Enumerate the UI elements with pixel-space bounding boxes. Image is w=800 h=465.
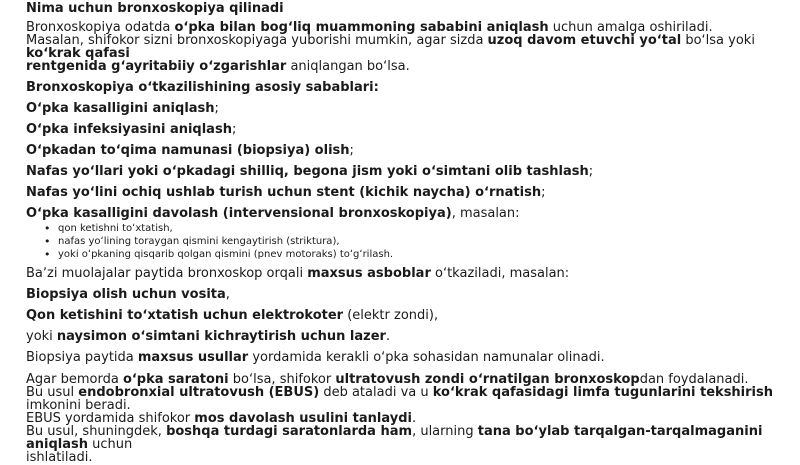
tools-intro xyxy=(26,267,792,280)
text: Agar bemorda xyxy=(26,372,123,387)
text: Bronxoskopiya odatda xyxy=(26,20,175,35)
emphasis: maxsus usullar xyxy=(137,350,249,365)
punct: . xyxy=(385,329,391,344)
emphasis: maxsus asboblar xyxy=(307,266,431,281)
emphasis: ultratovush zondi oʻrnatilgan bronxoskop xyxy=(335,372,640,387)
text: Baʼzi muolajalar paytida bronxoskop orqali xyxy=(26,266,308,281)
cancer-paragraph xyxy=(26,373,792,464)
reason-text: Nafas yoʻlini ochiq ushlab turish uchun stent (kichik naycha) oʻrnatish xyxy=(26,185,542,200)
text: oʻtkaziladi, masalan: xyxy=(430,266,570,281)
list-item: • nafas yoʻlining toraygan qismini kengaytirish (striktura), xyxy=(44,235,792,248)
text: yordamida kerakli oʻpka sohasidan namunalar olinadi. xyxy=(248,350,605,365)
cancer-line-5: ishlatiladi. xyxy=(26,450,93,465)
list-item: • yoki oʻpkaning qisqarib qolgan qismini (pnev motoraks) toʻgʻrilash. xyxy=(44,248,792,261)
emphasis: koʻkrak qafasi xyxy=(26,46,130,61)
reason-text: Nafas yoʻllari yoki oʻpkadagi shilliq, begona jism yoki oʻsimtani olib tashlash xyxy=(26,164,589,179)
punct: ; xyxy=(541,185,546,200)
reason-item xyxy=(26,123,792,136)
reason-text: Oʻpka infeksiyasini aniqlash xyxy=(26,122,232,137)
text: (elektr zondi), xyxy=(343,308,439,323)
emphasis: oʻpka bilan bogʻliq muammoning sababini aniqlash xyxy=(174,20,549,35)
tool-item xyxy=(26,288,792,301)
text: uchun xyxy=(88,437,133,452)
tool-item xyxy=(26,330,792,343)
reason-item xyxy=(26,207,792,220)
text: Bu usul xyxy=(26,385,79,400)
reason-text: Oʻpkadan toʻqima namunasi (biopsiya) olish xyxy=(26,143,350,158)
reason-item xyxy=(26,144,792,157)
emphasis: endobronxial ultratovush (EBUS) xyxy=(78,385,320,400)
treatment-examples-list xyxy=(26,222,792,261)
text: Masalan, shifokor sizni bronxoskopiyaga yuborishi mumkin, agar sizda xyxy=(26,33,488,48)
text: yoki xyxy=(26,329,57,344)
reasons-heading xyxy=(26,81,792,94)
reason-item xyxy=(26,102,792,115)
emphasis: uzoq davom etuvchi yoʻtal xyxy=(487,33,682,48)
heading-text: Bronxoskopiya oʻtkazilishining asosiy sabablari: xyxy=(26,80,379,95)
text: boʻlsa, shifokor xyxy=(228,372,336,387)
text: dan foydalanadi. xyxy=(639,372,749,387)
emphasis: boshqa turdagi saratonlarda ham xyxy=(166,424,413,439)
cancer-line-4 xyxy=(26,425,792,451)
punct: ; xyxy=(214,101,219,116)
text: uchun amalga oshiriladi. xyxy=(548,20,713,35)
text: Bu usul, shuningdek, xyxy=(26,424,167,439)
punct: . xyxy=(411,411,417,426)
page-title: Nima uchun bronxoskopiya qilinadi xyxy=(26,1,284,16)
text: EBUS yordamida shifokor xyxy=(26,411,195,426)
text: boʻlsa yoki xyxy=(681,33,755,48)
emphasis: rentgenida gʻayritabiiy oʻzgarishlar xyxy=(26,59,287,74)
intro-line-2 xyxy=(26,34,792,60)
emphasis: oʻpka saratoni xyxy=(122,372,229,387)
intro-paragraph xyxy=(26,21,792,73)
punct: ; xyxy=(588,164,594,179)
biopsy-paragraph xyxy=(26,351,792,364)
emphasis: koʻkrak qafasidagi limfa tugunlarini tekshirish xyxy=(432,385,773,400)
intro-line-3 xyxy=(26,60,792,73)
emphasis: tana boʻylab tarqalgan-tarqalmaganini aniqlash xyxy=(26,424,763,452)
reason-item xyxy=(26,186,792,199)
reason-text: Oʻpka kasalligini aniqlash xyxy=(26,101,215,116)
punct: ; xyxy=(349,143,354,158)
tool-item xyxy=(26,309,792,322)
reason-text: Oʻpka kasalligini davolash (intervensional bronxoskopiya) xyxy=(26,206,452,221)
text: Biopsiya paytida xyxy=(26,350,138,365)
list-item: • qon ketishni toʻxtatish, xyxy=(44,222,792,235)
tool-text: Qon ketishini toʻxtatish uchun elektrokoter xyxy=(26,308,344,323)
tool-text: Biopsiya olish uchun vosita xyxy=(26,287,226,302)
text: , ularning xyxy=(412,424,478,439)
reason-item xyxy=(26,165,792,178)
tool-text: naysimon oʻsimtani kichraytirish uchun lazer xyxy=(56,329,386,344)
punct: , xyxy=(225,287,230,302)
cancer-line-2 xyxy=(26,386,792,412)
text: imkonini beradi. xyxy=(26,398,131,413)
emphasis: mos davolash usulini tanlaydi xyxy=(194,411,412,426)
text: aniqlangan boʻlsa. xyxy=(286,59,410,74)
punct: ; xyxy=(231,122,237,137)
text: , masalan: xyxy=(451,206,520,221)
text: deb ataladi va u xyxy=(319,385,433,400)
